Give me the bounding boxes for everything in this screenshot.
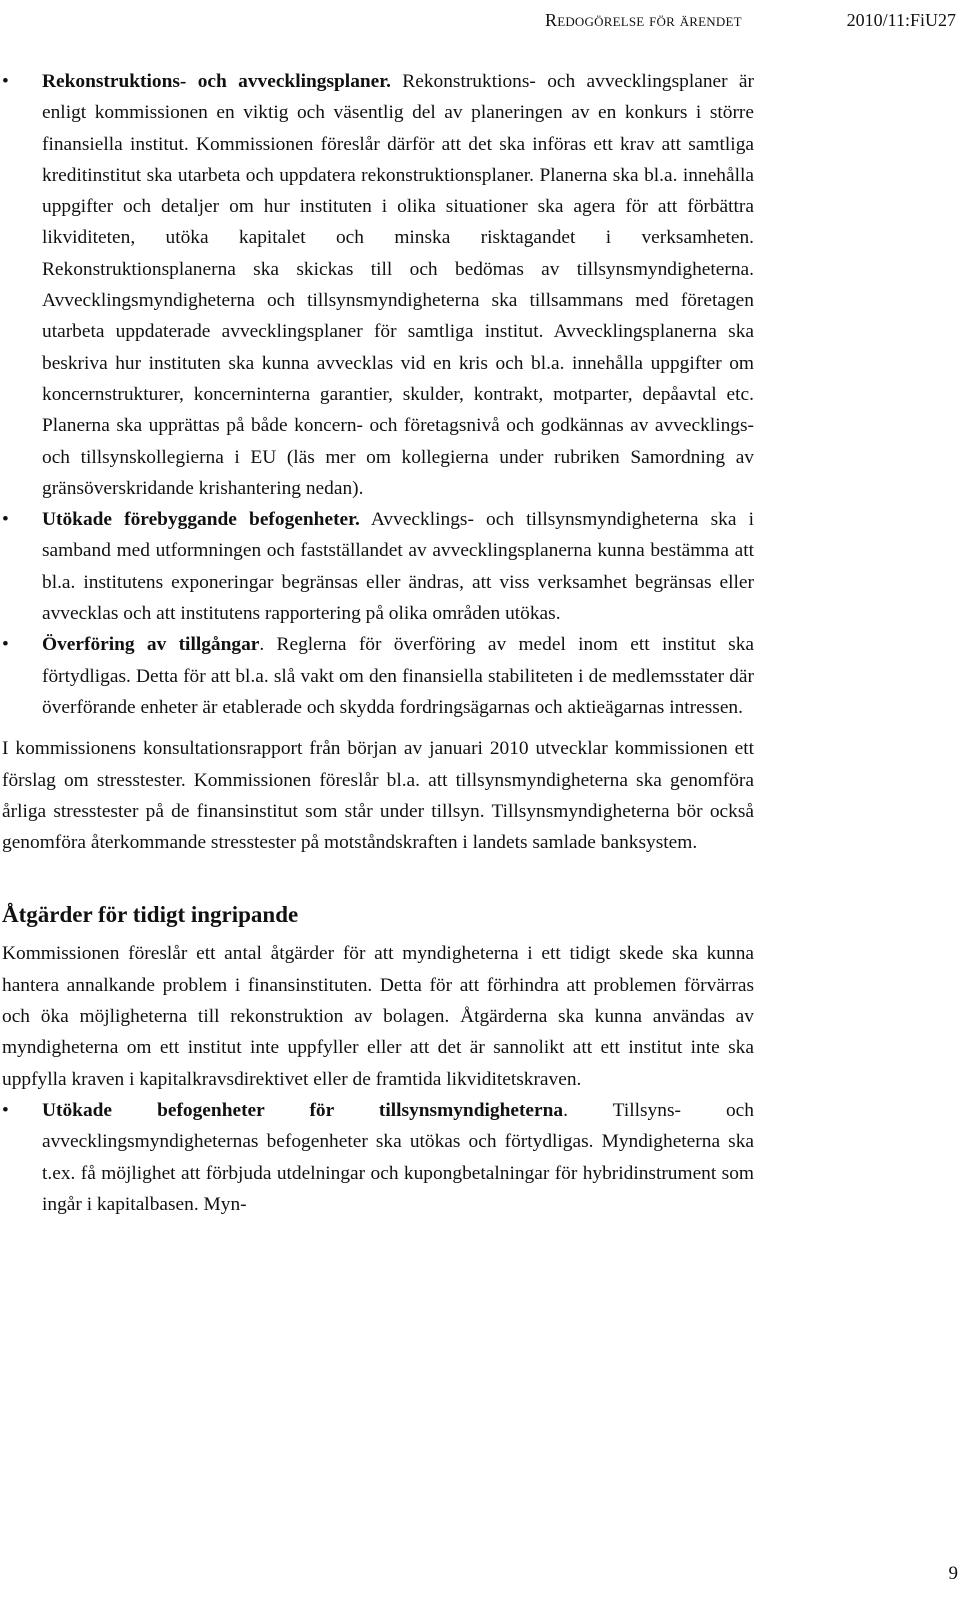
page-content	[2, 66, 754, 1220]
list-item-lead: Utökade befogenheter för tillsynsmyndigheterna	[42, 1099, 564, 1121]
body-paragraph: I kommissionens konsultationsrapport från början av januari 2010 utvecklar kommissionen ett förslag om stresstester. Kommissionen föreslår bl.a. att tillsynsmyndigheterna ska genomföra årliga stresstester på de finansinstitut som står under tillsyn. Tillsynsmyndigheterna bör också genomföra återkommande stresstester på motståndskraften i landets samlade banksystem.	[2, 738, 754, 854]
header-title: Redogörelse för ärendet	[545, 10, 742, 30]
bullet-list-1	[2, 66, 754, 723]
list-item	[2, 504, 754, 629]
list-item	[2, 629, 754, 723]
list-item-text: . Reglerna för överföring av medel inom ett institut ska förtydligas. Detta för att bl.a. slå vakt om den finansiella stabiliteten i de medlemsstater där överförande enheter är etablerade och skydda fordringsägarnas och aktieägarnas intressen.	[42, 634, 755, 718]
list-item-text: . Tillsyns- och avvecklingsmyndigheternas befogenheter ska utökas och förtydligas. Myndigheterna ska t.ex. få möjlighet att förbjuda utdelningar och kupongbetalningar för hybridinstrument som ingår i kapitalbasen. Myn-	[42, 1099, 754, 1215]
list-item	[2, 1095, 754, 1220]
page-number: 9	[948, 1563, 958, 1584]
section-heading: Åtgärder för tidigt ingripande	[2, 902, 299, 928]
list-item-lead: Utökade förebyggande befogenheter.	[42, 509, 360, 531]
list-item-lead: Överföring av tillgångar	[42, 634, 260, 656]
list-item-lead: Rekonstruktions- och avvecklingsplaner.	[42, 71, 391, 92]
list-item-text: Avvecklings- och tillsynsmyndigheterna ska i samband med utformningen och fastställandet av avvecklingsplanerna kunna bestämma att bl.a. institutens exponeringar begränsas eller ändras, att viss verksamhet begränsas eller avvecklas och att institutens rapportering på olika områden utökas.	[42, 509, 754, 625]
section-paragraph: Kommissionen föreslår ett antal åtgärder för att myndigheterna i ett tidigt skede ska kunna hantera annalkande problem i finansinstituten. Detta för att förhindra att problemen förvärras och öka möjligheterna till rekonstruktion av bolagen. Åtgärderna ska kunna användas av myndigheterna om ett institut inte uppfyller eller att det är sannolikt att ett institut inte ska uppfylla kraven i kapitalkravsdirektivet eller de framtida likviditetskraven.	[2, 943, 754, 1090]
header-doc-number: 2010/11:FiU27	[846, 10, 956, 30]
list-item-text: Rekonstruktions- och avvecklingsplaner är enligt kommissionen en viktig och väsentlig del av planeringen av en konkurs i större finansiella institut. Kommissionen föreslår därför att det ska införas ett krav att samtliga kreditinstitut ska utarbeta och uppdatera rekonstruktionsplaner. Planerna ska bl.a. innehålla uppgifter och detaljer om hur instituten i olika situationer ska agera för att förbättra likviditeten, utöka kapitalet och minska risktagandet i verksamheten. Rekonstruktionsplanerna ska skickas till och bedömas av tillsynsmyndigheterna. Avvecklingsmyndigheterna och tillsynsmyndigheterna ska tillsammans med företagen utarbeta uppdaterade avvecklingsplaner för samtliga institut. Avvecklingsplanerna ska beskriva hur instituten ska kunna avvecklas vid en kris och bl.a. innehålla uppgifter om koncernstrukturer, koncerninterna garantier, skulder, kontrakt, motparter, depåavtal etc. Planerna ska upprättas på både koncern- och företagsnivå och godkännas av avvecklings- och tillsynskollegierna i EU (läs mer om kollegierna under rubriken Samordning av gränsöverskridande krishantering nedan).	[42, 71, 754, 499]
bullet-list-2	[2, 1095, 754, 1220]
bullet-glyph: •	[2, 634, 9, 656]
bullet-glyph: •	[2, 1099, 9, 1121]
running-header	[0, 10, 960, 40]
list-item	[2, 66, 754, 504]
bullet-glyph: •	[2, 509, 9, 531]
bullet-glyph: •	[2, 71, 9, 92]
